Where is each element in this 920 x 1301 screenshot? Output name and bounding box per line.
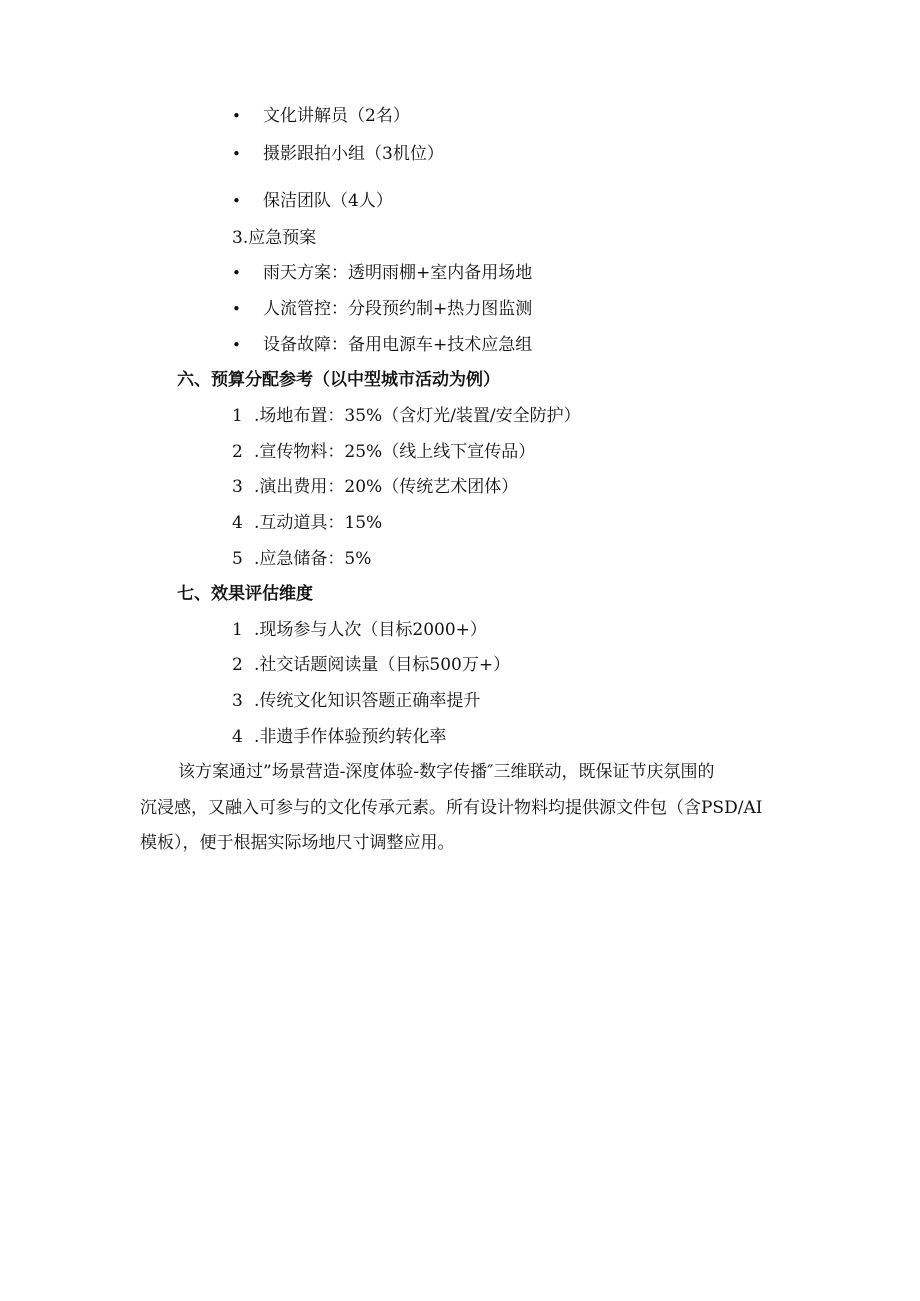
list-item — [232, 726, 446, 748]
bullet-icon: • — [232, 264, 241, 282]
section-heading-budget: 六、预算分配参考（以中型城市活动为例） — [177, 370, 500, 390]
item-number: 1 — [232, 620, 243, 640]
bullet-icon: • — [232, 336, 241, 354]
list-item — [232, 262, 532, 284]
item-text: .演出费用：20%（传统艺术团体） — [254, 477, 519, 497]
summary-line-2: 沉浸感，又融入可参与的文化传承元素。所有设计物料均提供源文件包（含PSD/AI — [140, 798, 763, 818]
list-item — [232, 298, 532, 320]
bullet-icon: • — [232, 145, 241, 163]
bullet-icon: • — [232, 107, 241, 125]
list-item — [232, 512, 382, 534]
list-item — [232, 548, 371, 570]
item-number: 5 — [232, 549, 243, 569]
item-number: 3 — [232, 477, 243, 497]
bullet-text: 雨天方案：透明雨棚+室内备用场地 — [263, 263, 533, 283]
item-text: .场地布置：35%（含灯光/装置/安全防护） — [254, 406, 581, 426]
list-item — [232, 405, 581, 427]
item-text: .互动道具：15% — [254, 513, 383, 533]
item-number: 4 — [232, 727, 243, 747]
list-item — [232, 441, 535, 463]
list-item — [232, 105, 410, 127]
bullet-icon: • — [232, 300, 241, 318]
item-number: 2 — [232, 442, 243, 462]
summary-line-3: 模板），便于根据实际场地尺寸调整应用。 — [140, 833, 455, 853]
bullet-text: 设备故障：备用电源车+技术应急组 — [263, 335, 533, 355]
item-number: 1 — [232, 406, 243, 426]
item-number: 2 — [232, 655, 243, 675]
list-item — [232, 654, 510, 676]
item-text: .应急储备：5% — [254, 549, 372, 569]
bullet-icon: • — [232, 192, 241, 210]
item-number: 3 — [232, 691, 243, 711]
item-text: .非遗手作体验预约转化率 — [254, 727, 447, 747]
bullet-text: 摄影跟拍小组（3机位） — [263, 144, 444, 164]
list-item — [232, 690, 480, 712]
list-item — [232, 334, 532, 356]
item-text: .社交话题阅读量（目标500万+） — [254, 655, 511, 675]
bullet-text: 保洁团队（4人） — [263, 191, 393, 211]
list-item — [232, 143, 444, 165]
list-item — [232, 476, 518, 498]
summary-line-1: 该方案通过”场景营造-深度体验-数字传播″三维联动，既保证节庆氛围的 — [178, 762, 715, 782]
item-number: 4 — [232, 513, 243, 533]
bullet-text: 人流管控：分段预约制+热力图监测 — [263, 299, 533, 319]
list-item — [232, 619, 487, 641]
item-text: .宣传物料：25%（线上线下宣传品） — [254, 442, 536, 462]
item-text: .传统文化知识答题正确率提升 — [254, 691, 481, 711]
section-heading-evaluation: 七、效果评估维度 — [177, 584, 313, 604]
item-text: .现场参与人次（目标2000+） — [254, 620, 487, 640]
subsection-title: 3.应急预案 — [232, 228, 317, 248]
bullet-text: 文化讲解员（2名） — [263, 106, 410, 126]
list-item — [232, 190, 393, 212]
